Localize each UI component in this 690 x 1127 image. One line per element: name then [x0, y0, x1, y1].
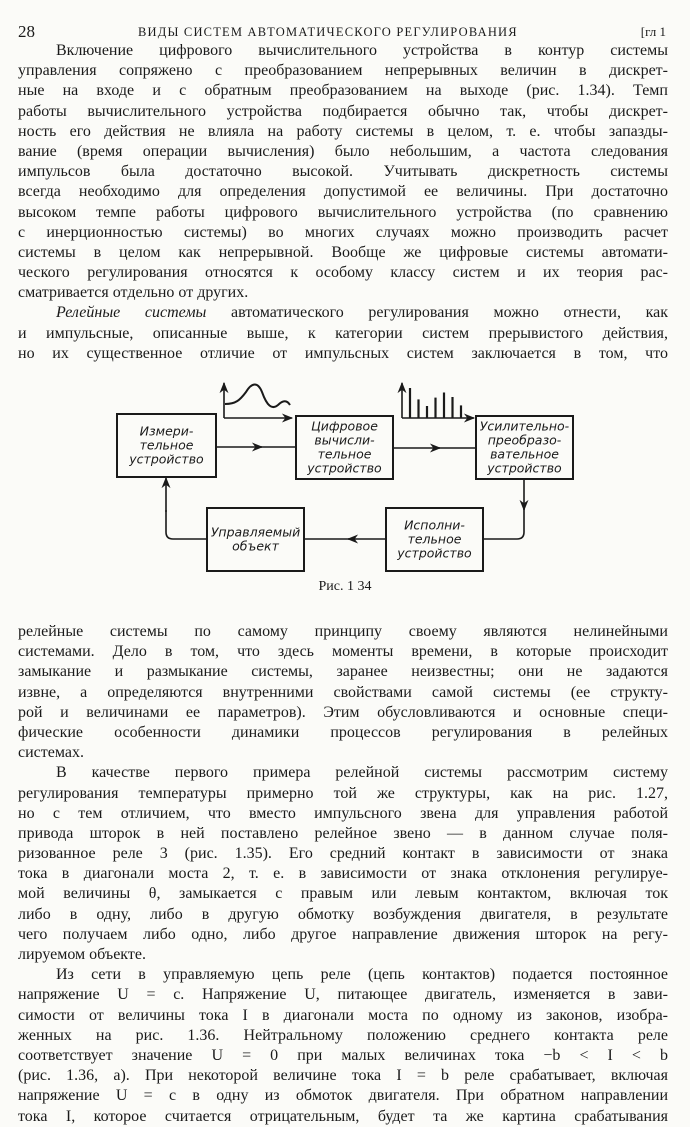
text-line: симости от величины тока I в диагонали моста по одному из законов, изобра- — [18, 1006, 668, 1024]
text-line: вание (время операции вычисления) было небольшим, а частота следования — [18, 142, 668, 160]
text-line: чего получаем либо одно, либо другое направление движения шторок на регу- — [18, 925, 668, 943]
running-title: ВИДЫ СИСТЕМ АВТОМАТИЧЕСКОГО РЕГУЛИРОВАНИЯ — [138, 25, 518, 39]
block-label-actuator: устройство — [397, 545, 472, 561]
block-label-actuator: тельное — [407, 531, 462, 547]
text-line: ность его действия не влияла на работу системы в целом, т. е. чтобы запазды- — [18, 122, 668, 140]
text-line: тока в диагонали моста 2, т. е. в зависимости от знака отклонения регулируе- — [18, 865, 668, 883]
block-label-amplifier: Усилительно- — [479, 418, 570, 434]
block-label-digital: Цифровое — [311, 418, 378, 434]
block-label-measuring: устройство — [129, 451, 204, 467]
text-line: системах. — [18, 744, 84, 762]
text-line: и импульсные, описанные выше, к категории систем прерывистого действия, — [18, 324, 668, 342]
text-block-2 — [18, 622, 668, 1127]
text-line: напряжение U = c в одну из обмоток двигателя. При обратном направлении — [18, 1087, 668, 1105]
text-line: ные на входе и с обратным преобразованием на выходе (рис. 1.34). Темп — [18, 82, 668, 100]
text-line: системами. Дело в том, что здесь моменты времени, в которые происходит — [18, 643, 668, 661]
block-label-measuring: тельное — [139, 437, 194, 453]
block-diagram — [0, 370, 690, 580]
text-line: напряжение U = c. Напряжение U, питающее двигатель, изменяется в зави- — [18, 986, 668, 1004]
block-label-digital: тельное — [317, 446, 372, 462]
text-line: соответствует значение U = 0 при малых величинах тока −b < I < b — [18, 1046, 668, 1064]
figure-caption: Рис. 1 34 — [318, 579, 372, 594]
text-line: системы в целом как непрерывной. Вообще же цифровые системы автомати- — [18, 243, 668, 261]
text-line: релейные системы по самому принципу своему являются нелинейными — [18, 623, 668, 640]
text-line: с инерционностью системы) во многих случаях можно производить расчет — [18, 223, 668, 241]
text-line: Из сети в управляемую цепь реле (цепь контактов) подается постоянное — [56, 966, 668, 984]
text-line: либо в одну, либо в другую обмотку возбуждения двигателя, в результате — [18, 905, 668, 923]
text-line: но их существенное отличие от импульсных систем заключается в том, что — [18, 344, 668, 362]
text-line: (рис. 1.36, a). При некоторой величине тока I = b реле срабатывает, включая — [18, 1067, 668, 1085]
block-label-digital: устройство — [307, 460, 382, 476]
block-label-digital: вычисли- — [314, 432, 375, 448]
text-line: работы вычислительного устройства подбирается обычно так, чтобы дискрет- — [18, 102, 668, 120]
text-line: импульсов была достаточно высокой. Учитывать дискретность системы — [18, 163, 668, 181]
text-line: сматривается отдельно от других. — [18, 284, 249, 302]
text-line: извне, а определяются внутренними свойствами самой системы (ее структу- — [18, 683, 668, 701]
text-line: но с тем отличием, что вместо импульсного звена для управления работой — [18, 804, 668, 822]
block-label-amplifier: вательное — [490, 446, 559, 462]
text-line: фические особенности динамики процессов регулирования в релейных — [18, 723, 668, 741]
block-label-measuring: Измери- — [139, 423, 194, 439]
text-line: Релейные системы автоматического регулирования можно отнести, как — [56, 304, 668, 322]
text-line: рой и величинами ее параметров). Этим обусловливаются и основные специ- — [18, 703, 668, 721]
page-number: 28 — [18, 22, 35, 41]
text-line: тока I, которое считается отрицательным, будет та же картина срабатывания — [18, 1107, 668, 1125]
block-label-amplifier: устройство — [487, 460, 562, 476]
text-line: женных на рис. 1.36. Нейтральному положению среднего контакта реле — [18, 1026, 668, 1044]
block-label-amplifier: преобразо- — [487, 432, 562, 448]
text-line: привода шторок в ней поставлено релейное звено — в данном случае поля- — [18, 824, 668, 842]
page-header — [18, 22, 672, 42]
text-line: В качестве первого примера релейной системы рассмотрим систему — [56, 764, 668, 782]
text-line: мой величины θ, замыкается с правым или левым контактом, включая ток — [18, 885, 668, 903]
block-label-object: объект — [232, 538, 279, 554]
text-line: ризованное реле 3 (рис. 1.35). Его средний контакт в зависимости от знака — [18, 845, 668, 863]
block-label-object: Управляемый — [210, 524, 301, 540]
text-line: лируемом объекте. — [18, 946, 146, 963]
block-label-actuator: Исполни- — [404, 517, 465, 533]
text-line: регулирования температуры примерно той же структуры, как на рис. 1.27, — [18, 784, 668, 802]
text-line: ческого регулирования относятся к особому классу систем и их теория рас- — [18, 264, 668, 282]
text-block-1 — [18, 41, 668, 364]
text-line: Включение цифрового вычислительного устройства в контур системы — [56, 42, 668, 59]
chapter-mark: [гл 1 — [640, 24, 666, 39]
continuous-signal-curve — [225, 385, 290, 408]
text-line: высоком темпе работы цифрового вычислительного устройства (по сравнению — [18, 203, 668, 221]
text-line: управления сопряжено с преобразованием непрерывных величин в дискрет- — [18, 62, 668, 80]
figure-1-34 — [0, 370, 690, 610]
text-line: замыкание и размыкание системы, заранее неизвестны; они не задаются — [18, 663, 668, 681]
text-line: всегда необходимо для определения допустимой ее величины. При достаточно — [18, 183, 668, 201]
italic-term: Релейные системы — [56, 304, 207, 322]
